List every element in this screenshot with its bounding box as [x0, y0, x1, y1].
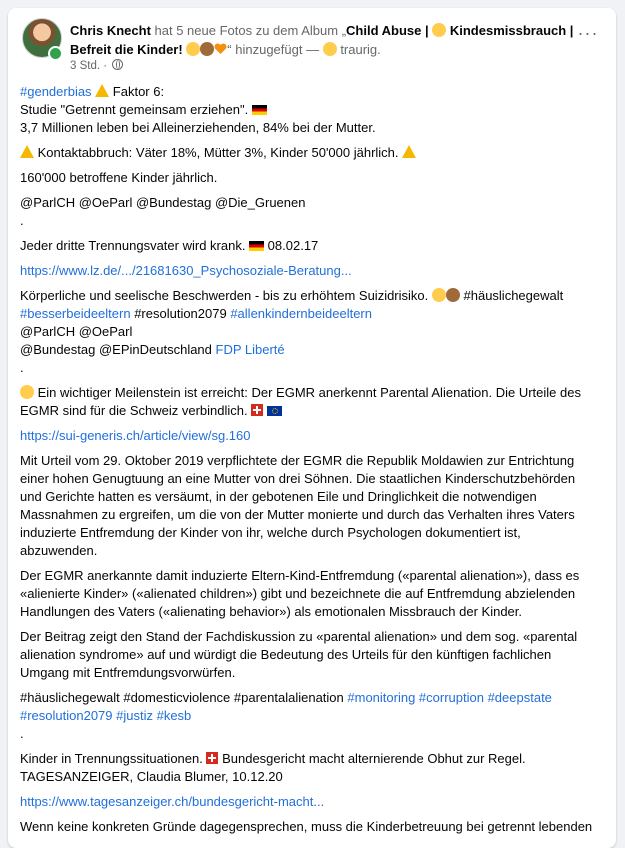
teddy-bear-emoji-icon: [446, 288, 460, 302]
text-line: [20, 384, 604, 402]
hashtag-link[interactable]: #monitoring #corruption #deepstate: [347, 690, 552, 705]
external-link[interactable]: https://www.tagesanzeiger.ch/bundesgericht-macht...: [20, 794, 325, 809]
text-line: [20, 689, 604, 707]
scream-emoji-icon: [432, 23, 446, 37]
text-line: .: [20, 726, 24, 741]
post-header: [8, 8, 616, 70]
text-line: [20, 305, 604, 323]
text-line: [20, 402, 604, 420]
text-fragment: EGMR sind für die Schweiz verbindlich.: [20, 403, 248, 418]
text-line: abzuwenden.: [20, 543, 98, 558]
more-options-button[interactable]: [574, 23, 602, 46]
text-line: [20, 287, 604, 305]
post-meta: [70, 59, 123, 72]
text-line: [20, 750, 604, 768]
text-fragment: Kontaktabbruch: Väter 18%, Mütter 3%, Kinder 50'000 jährlich.: [34, 145, 399, 160]
warning-icon: [20, 145, 34, 158]
hashtag-text: #resolution2079: [130, 306, 231, 321]
eu-flag-icon: [267, 406, 282, 416]
text-line: 3,7 Millionen leben bei Alleinerziehenden, 84% bei der Mutter.: [20, 120, 376, 135]
orange-heart-emoji-icon: [214, 43, 227, 55]
text-fragment: Bundesgericht macht alternierende Obhut zur Regel.: [218, 751, 526, 766]
sad-face-emoji-icon: [432, 288, 446, 302]
text-line: [20, 101, 604, 119]
external-link[interactable]: https://sui-generis.ch/article/view/sg.160: [20, 428, 251, 443]
sad-face-emoji-icon: [323, 42, 337, 56]
text-line: @ParlCH @OeParl: [20, 324, 133, 339]
text-line: [20, 83, 604, 101]
author-name-link[interactable]: Chris Knecht: [70, 23, 151, 38]
action-text-before: hat 5 neue Fotos zu dem Album „: [154, 23, 347, 38]
text-line: Massnahmen zu ergreifen, um die von der Mutter monierte und durch das Verhalten ihres Vaters: [20, 507, 575, 522]
text-fragment: Körperliche und seelische Beschwerden - bis zu erhöhtem Suizidrisiko.: [20, 288, 429, 303]
hashtag-text: #häuslichegewalt #domesticviolence #parentalalienation: [20, 690, 348, 705]
hashtag-link[interactable]: #besserbeideeltern: [20, 306, 131, 321]
text-fragment: Ein wichtiger Meilenstein ist erreicht: Der EGMR anerkennt Parental Alienation. Die Urteile des: [34, 385, 581, 400]
hashtag-link[interactable]: #genderbias: [20, 84, 92, 99]
text-fragment: @Bundestag @EPinDeutschland: [20, 342, 216, 357]
text-line: «alienierte Kinder» («alienated children») gibt und bezeichnete die auf Entfremdung abzielenden: [20, 586, 576, 601]
hashtag-link[interactable]: #resolution2079 #justiz #kesb: [20, 708, 192, 723]
hashtag-text: #häuslichegewalt: [459, 288, 564, 303]
switzerland-flag-icon: [206, 752, 218, 764]
feeling-text: traurig.: [340, 42, 381, 57]
warning-icon: [95, 84, 109, 97]
text-fragment: Kinder in Trennungssituationen.: [20, 751, 203, 766]
sad-face-emoji-icon: [20, 385, 34, 399]
text-line: Der EGMR anerkannte damit induzierte Eltern-Kind-Entfremdung («parental alienation»), dass es: [20, 568, 580, 583]
text-line: @ParlCH @OeParl @Bundestag @Die_Gruenen: [20, 195, 306, 210]
globe-icon[interactable]: [112, 59, 123, 70]
text-line: .: [20, 360, 24, 375]
germany-flag-icon: [249, 241, 264, 251]
text-line: einer hohen Genugtuung an eine Mutter von drei Söhnen. Die staatlichen Kinderschutzbehörden: [20, 471, 576, 486]
germany-flag-icon: [252, 105, 267, 115]
text-line: Handlungen des Vaters («alienating behavior») als emotionalen Missbrauch der Kinder.: [20, 604, 523, 619]
text-fragment: Studie "Getrennt gemeinsam erziehen".: [20, 102, 249, 117]
flexed-arm-emoji-icon: [186, 42, 200, 56]
text-line: Mit Urteil vom 29. Oktober 2019 verpflichtete der EGMR die Republik Moldawien zur Entrichtung: [20, 453, 575, 468]
text-line: .: [20, 213, 24, 228]
teddy-bear-emoji-icon: [200, 42, 214, 56]
hashtag-link[interactable]: #allenkindernbeideeltern: [230, 306, 372, 321]
text-line: 160'000 betroffene Kinder jährlich.: [20, 170, 218, 185]
text-line: Umgang mit Entfremdungsvorwürfen.: [20, 665, 236, 680]
text-line: [20, 237, 604, 255]
text-line: induzierte Entfremdung der Kinder von ihr, welche durch Psychologen dokumentiert ist,: [20, 525, 521, 540]
text-line: Der Beitrag zeigt den Stand der Fachdiskussion zu «parental alienation» und dem sog. «parental: [20, 629, 578, 644]
post-time-link[interactable]: 3 Std. ·: [70, 60, 108, 72]
switzerland-flag-icon: [251, 404, 263, 416]
text-line: [20, 144, 604, 162]
external-link[interactable]: https://www.lz.de/.../21681630_Psychosoziale-Beratung...: [20, 263, 352, 278]
action-text-after: “ hinzugefügt —: [227, 42, 323, 57]
album-title-part1: Child Abuse |: [346, 23, 433, 38]
post-card: [8, 8, 616, 848]
warning-icon: [402, 145, 416, 158]
text-line: [20, 341, 604, 359]
post-header-text: [70, 21, 575, 59]
text-fragment: Jeder dritte Trennungsvater wird krank.: [20, 238, 246, 253]
text-line: alienation syndrome» auf und würdigt die Bedeutung des Urteils für den künftigen fachlichen: [20, 647, 552, 662]
album-title-part2: Kindesmissbrauch | Befreit die Kinder!: [70, 23, 574, 57]
text-fragment: 08.02.17: [264, 238, 319, 253]
text-line: TAGESANZEIGER, Claudia Blumer, 10.12.20: [20, 769, 283, 784]
text-fragment: Faktor 6:: [109, 84, 165, 99]
text-line: Wenn keine konkreten Gründe dagegensprechen, muss die Kinderbetreuung bei getrennt lebenden: [20, 819, 593, 834]
post-message: [20, 83, 604, 836]
page-mention-link[interactable]: FDP Liberté: [215, 342, 285, 357]
more-horizontal-icon: ···: [577, 23, 599, 43]
online-status-icon: [48, 46, 63, 61]
text-line: und Gerichte hatten es versäumt, in der gebotenen Eile und Dringlichkeit die notwendigen: [20, 489, 537, 504]
